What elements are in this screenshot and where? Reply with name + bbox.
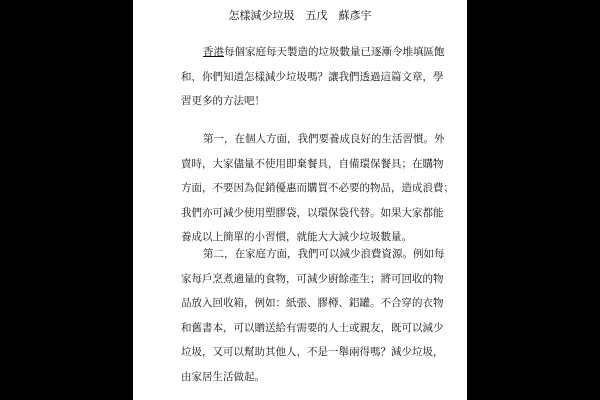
paragraph-line: 由家居生活做起。 (181, 370, 265, 383)
paragraph-line-text: 每個家庭每天製造的垃圾數量已逐漸令堆填區飽 (224, 46, 445, 58)
paragraph-line: 第二，在家庭方面，我們可以減少浪費資源。例如每 (203, 248, 445, 260)
document-title: 怎樣減少垃圾 五戊 蘇彥宇 (228, 9, 372, 22)
document-page (133, 0, 467, 400)
hong-kong-link[interactable]: 香港 (203, 46, 224, 58)
paragraph-line: 家每戶烹煮適量的食物，可減少廚餘產生；將可回收的物 (181, 272, 444, 285)
paragraph-line: 品放入回收箱，例如：紙張、膠樽、鋁罐。不合穿的衣物 (181, 297, 444, 309)
paragraph-line: 方面，不要因為促銷優惠而購買不必要的物品，造成浪費； (181, 182, 454, 194)
intro-paragraph (181, 40, 445, 114)
paragraph-line: 我們亦可減少使用塑膠袋，以環保袋代替。如果大家都能 (181, 206, 444, 219)
paragraph-line: 和舊書本，可以贈送給有需要的人士或親友，既可以減少 (181, 321, 444, 334)
paragraph-line: 習更多的方法吧！ (181, 95, 265, 107)
paragraph-line: 賣時，大家儘量不使用即棄餐具，自備環保餐具；在購物 (181, 157, 444, 170)
paragraph-line: 養成以上簡單的小習慣，就能大大減少垃圾數量。 (181, 231, 412, 243)
paragraph-line: 垃圾，又可以幫助其他人，不是一舉兩得嗎？減少垃圾， (181, 346, 444, 358)
paragraph-line: 第一，在個人方面，我們要養成良好的生活習慣。外 (203, 133, 445, 145)
paragraph-line (181, 40, 445, 65)
family-paragraph (181, 242, 445, 389)
personal-paragraph (181, 127, 454, 250)
paragraph-line: 和，你們知道怎樣減少垃圾嗎？讓我們透過這篇文章，學 (181, 70, 444, 83)
